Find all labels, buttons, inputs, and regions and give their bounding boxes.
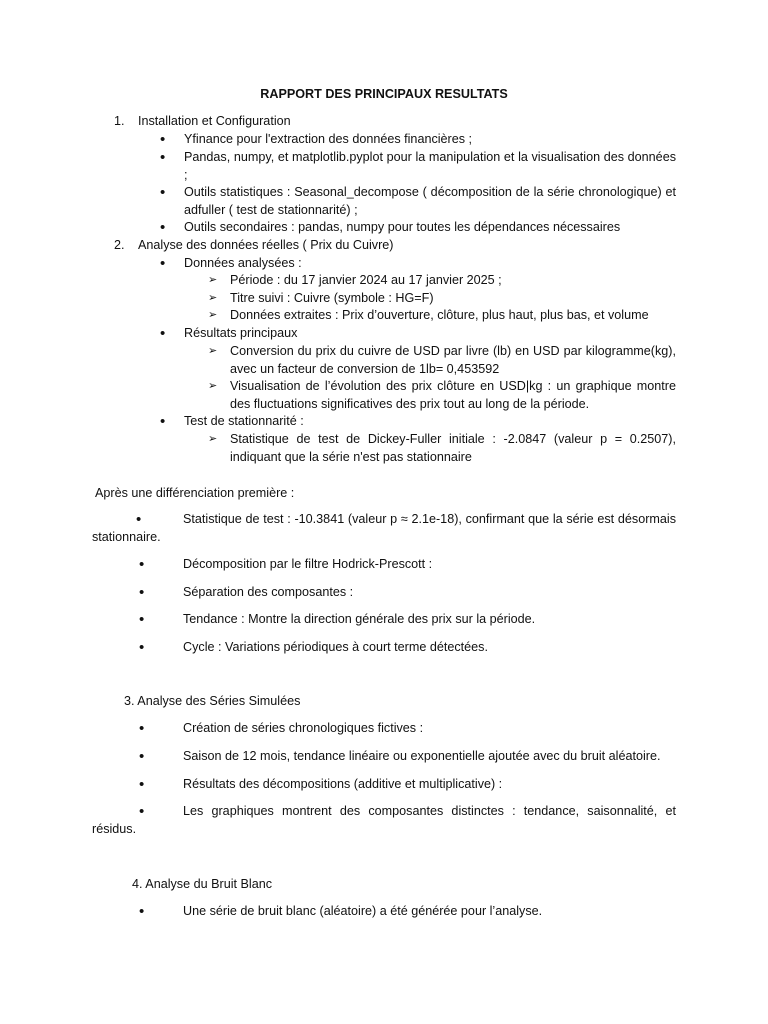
bullet-icon: • — [139, 903, 145, 920]
report-title: RAPPORT DES PRINCIPAUX RESULTATS — [260, 87, 508, 101]
bullet-icon: • — [136, 511, 142, 528]
results-item-conversion: Conversion du prix du cuivre de USD par livre (lb) en USD par kilogramme(kg), avec un facteur de conversion de 1lb= 0,453592 — [230, 344, 676, 376]
section-2-heading: Analyse des données réelles ( Prix du Cuivre) — [138, 238, 394, 252]
bullet-icon: • — [160, 149, 166, 166]
bullet-icon: • — [139, 776, 145, 793]
arrow-bullet-icon: ➢ — [208, 274, 218, 286]
section-3-heading: 3. Analyse des Séries Simulées — [124, 694, 301, 708]
after-diff-statistic: Statistique de test : -10.3841 (valeur p ≈ 2.1e-18), confirmant que la série est désormais stationnaire. — [92, 512, 676, 544]
data-item-ticker: Titre suivi : Cuivre (symbole : HG=F) — [230, 291, 434, 305]
stationarity-item-adf: Statistique de test de Dickey-Fuller initiale : -2.0847 (valeur p = 0.2507), indiquant que la série n'est pas stationnaire — [230, 432, 676, 464]
s4-item-white-noise: Une série de bruit blanc (aléatoire) a été générée pour l’analyse. — [183, 904, 543, 918]
bullet-icon: • — [139, 556, 145, 573]
section-1-number: 1. — [114, 114, 125, 128]
after-diff-item-components: Séparation des composantes : — [183, 585, 354, 599]
after-diff-heading: Après une différenciation première : — [95, 486, 295, 500]
s1-item-2: Pandas, numpy, et matplotlib.pyplot pour la manipulation et la visualisation des données ; — [184, 150, 676, 182]
bullet-icon: • — [139, 584, 145, 601]
data-item-period: Période : du 17 janvier 2024 au 17 janvier 2025 ; — [230, 273, 502, 287]
after-diff-item-trend: Tendance : Montre la direction générale des prix sur la période. — [183, 612, 536, 626]
s1-item-4: Outils secondaires : pandas, numpy pour toutes les dépendances nécessaires — [184, 220, 621, 234]
bullet-icon: • — [139, 803, 145, 820]
bullet-icon: • — [160, 325, 166, 342]
bullet-icon: • — [139, 639, 145, 656]
s3-item-graphs: Les graphiques montrent des composantes distinctes : tendance, saisonnalité, et résidus. — [92, 804, 676, 836]
bullet-icon: • — [139, 748, 145, 765]
data-analysed-heading: Données analysées : — [184, 256, 302, 270]
bullet-icon: • — [160, 413, 166, 430]
arrow-bullet-icon: ➢ — [208, 292, 218, 304]
s1-item-1: Yfinance pour l'extraction des données financières ; — [184, 132, 473, 146]
arrow-bullet-icon: ➢ — [208, 433, 218, 445]
s1-item-3: Outils statistiques : Seasonal_decompose ( décomposition de la série chronologique) et adfuller ( test de stationnarité) ; — [184, 185, 676, 217]
data-item-fields: Données extraites : Prix d’ouverture, clôture, plus haut, plus bas, et volume — [230, 308, 649, 322]
section-4-heading: 4. Analyse du Bruit Blanc — [132, 877, 273, 891]
after-diff-item-cycle: Cycle : Variations périodiques à court terme détectées. — [183, 640, 488, 654]
s3-item-fictive: Création de séries chronologiques fictives : — [183, 721, 424, 735]
stationarity-heading: Test de stationnarité : — [184, 414, 304, 428]
arrow-bullet-icon: ➢ — [208, 309, 218, 321]
bullet-icon: • — [139, 611, 145, 628]
section-1-heading: Installation et Configuration — [138, 114, 291, 128]
bullet-icon: • — [160, 131, 166, 148]
after-diff-item-hp: Décomposition par le filtre Hodrick-Prescott : — [183, 557, 433, 571]
arrow-bullet-icon: ➢ — [208, 380, 218, 392]
bullet-icon: • — [160, 184, 166, 201]
bullet-icon: • — [160, 255, 166, 272]
arrow-bullet-icon: ➢ — [208, 345, 218, 357]
bullet-icon: • — [139, 720, 145, 737]
results-heading: Résultats principaux — [184, 326, 298, 340]
section-2-number: 2. — [114, 238, 125, 252]
s3-item-decomp: Résultats des décompositions (additive et multiplicative) : — [183, 777, 503, 791]
bullet-icon: • — [160, 219, 166, 236]
results-item-visualisation: Visualisation de l’évolution des prix clôture en USD|kg : un graphique montre des fluctuations significatives des prix tout au long de la période. — [230, 379, 676, 411]
s3-item-season: Saison de 12 mois, tendance linéaire ou exponentielle ajoutée avec du bruit aléatoire. — [183, 749, 661, 763]
